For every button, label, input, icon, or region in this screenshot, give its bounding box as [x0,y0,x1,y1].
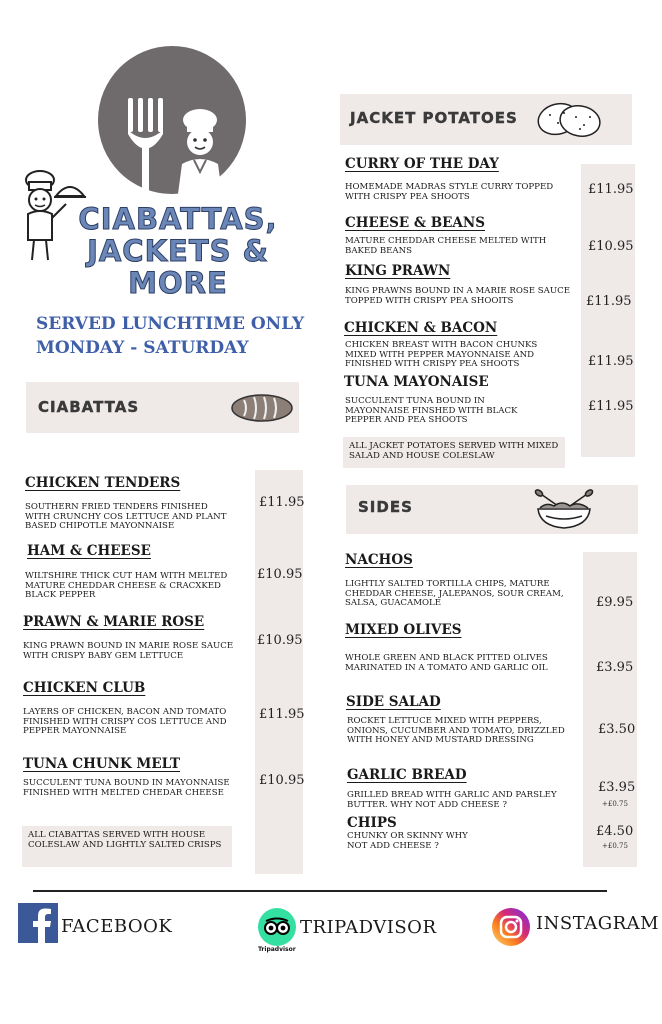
menu-item-name: HAM & CHEESE [27,543,151,559]
menu-item-price: £11.95 [588,354,634,369]
title-line: CIABATTAS, [78,202,278,236]
menu-item-name: MIXED OLIVES [345,622,462,638]
menu-item-desc: GRILLED BREAD WITH GARLIC AND PARSLEY BUTTER. WHY NOT ADD CHEESE ? [347,790,557,810]
ciabattas-heading: CIABATTAS [38,398,140,416]
menu-item-name: PRAWN & MARIE ROSE [23,614,205,630]
sides-banner [346,485,638,534]
sides-heading: SIDES [358,498,413,516]
title-line: MORE [128,266,228,300]
menu-item-name: CURRY OF THE DAY [345,156,499,172]
menu-item-name: TUNA MAYONAISE [344,374,489,390]
menu-item-desc: ROCKET LETTUCE MIXED WITH PEPPERS, ONIONS, CUCUMBER AND TOMATO, DRIZZLED WITH HONEY AND MUSTARD DRESSING [347,716,565,746]
menu-item-price: £11.95 [259,495,305,510]
menu-item-desc: SOUTHERN FRIED TENDERS FINISHED WITH CRUNCHY COS LETTUCE AND PLANT BASED CHIPOTLE MAYONNAISE [25,502,227,532]
menu-item-desc: KING PRAWNS BOUND IN A MARIE ROSE SAUCE TOPPED WITH CRISPY PEA SHOOITS [345,286,570,306]
menu-item-name: NACHOS [345,552,413,568]
served-line: SERVED LUNCHTIME ONLY [36,314,305,334]
menu-item-desc: HOMEMADE MADRAS STYLE CURRY TOPPED WITH CRISPY PEA SHOOTS [345,182,554,202]
menu-item-desc: WILTSHIRE THICK CUT HAM WITH MELTED MATURE CHEDDAR CHEESE & CRACXKED BLACK PEPPER [25,571,228,601]
add-cheese-price: +£0.75 [602,842,628,850]
menu-item-desc: KING PRAWN BOUND IN MARIE ROSE SAUCE WITH CRISPY BABY GEM LETTUCE [23,641,234,661]
served-line: MONDAY - SATURDAY [36,338,249,358]
menu-item-name: GARLIC BREAD [347,767,467,783]
menu-item-price: £11.95 [588,182,634,197]
logo-circle [98,46,246,194]
instagram-link[interactable]: INSTAGRAM [536,913,660,934]
potato-icon [536,97,604,141]
menu-item-price: £3.95 [596,660,634,675]
title-line: JACKETS & [87,234,269,268]
ciabattas-banner [26,382,299,433]
tripadvisor-small-label: Tripadvisor [258,946,296,953]
menu-item-name: CHEESE & BEANS [345,215,485,231]
menu-item-price: £11.95 [586,294,632,309]
menu-item-desc: CHICKEN BREAST WITH BACON CHUNKS MIXED WITH PEPPER MAYONNAISE AND FINISHED WITH CRISPY PEA SHOOTS [345,340,538,370]
facebook-link[interactable]: FACEBOOK [61,916,173,937]
menu-item-name: CHICKEN CLUB [23,680,146,696]
menu-item-desc: LIGHTLY SALTED TORTILLA CHIPS, MATURE CHEDDAR CHEESE, JALEPANOS, SOUR CREAM, SALSA, GUACAMOLE [345,579,564,609]
jackets-heading: JACKET POTATOES [350,109,518,127]
instagram-icon[interactable] [491,907,531,947]
menu-item-price: £11.95 [588,399,634,414]
menu-item-desc: LAYERS OF CHICKEN, BACON AND TOMATO FINISHED WITH CRISPY COS LETTUCE AND PEPPER MAYONNAISE [23,707,227,737]
tripadvisor-link[interactable]: TRIPADVISOR [300,917,437,938]
menu-item-price: £10.95 [257,633,303,648]
add-cheese-price: +£0.75 [602,800,628,808]
menu-item-price: £3.50 [598,722,636,737]
footer-divider [33,890,607,892]
menu-item-price: £3.95 [598,780,636,795]
menu-item-price: £10.95 [259,773,305,788]
menu-item-price: £10.95 [588,239,634,254]
fork-chef-icon [98,46,246,194]
menu-title [58,203,298,299]
served-times [36,312,326,360]
menu-item-price: £9.95 [596,595,634,610]
menu-item-desc: SUCCULENT TUNA BOUND IN MAYONNAISE FINSHED WITH BLACK PEPPER AND PEA SHOOTS [345,396,518,426]
menu-item-price: £4.50 [596,824,634,839]
facebook-icon[interactable] [18,903,58,943]
menu-item-name: TUNA CHUNK MELT [23,756,181,772]
menu-item-desc: SUCCULENT TUNA BOUND IN MAYONNAISE FINISHED WITH MELTED CHEDAR CHEESE [23,778,230,798]
jackets-banner [340,94,632,145]
jackets-note: ALL JACKET POTATOES SERVED WITH MIXED SALAD AND HOUSE COLESLAW [343,437,565,468]
bread-icon [230,390,294,424]
menu-item-price: £10.95 [257,567,303,582]
ciabattas-price-column [255,470,303,874]
menu-item-name: CHIPS [347,815,397,831]
menu-item-price: £11.95 [259,707,305,722]
menu-item-name: KING PRAWN [345,263,451,279]
menu-item-desc: WHOLE GREEN AND BLACK PITTED OLIVES MARINATED IN A TOMATO AND GARLIC OIL [345,653,548,673]
tripadvisor-icon[interactable] [258,908,296,946]
ciabattas-note: ALL CIABATTAS SERVED WITH HOUSE COLESLAW AND LIGHTLY SALTED CRISPS [22,826,232,867]
menu-item-name: SIDE SALAD [346,694,441,710]
menu-item-name: CHICKEN TENDERS [25,475,181,491]
menu-item-desc: CHUNKY OR SKINNY WHY NOT ADD CHEESE ? [347,831,468,851]
menu-item-desc: MATURE CHEDDAR CHEESE MELTED WITH BAKED BEANS [345,236,547,256]
salad-bowl-icon [532,488,596,532]
menu-item-name: CHICKEN & BACON [344,320,498,336]
